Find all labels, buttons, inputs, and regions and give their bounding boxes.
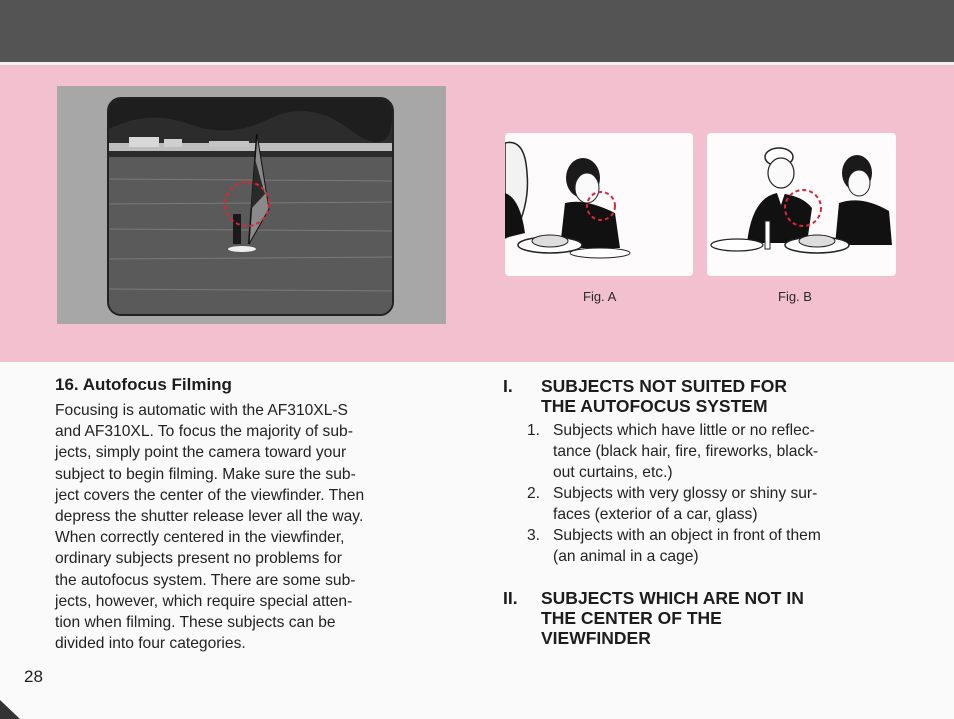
paragraph-line: subject to begin filming. Make sure the sub- bbox=[55, 465, 356, 483]
fig-b-illustration bbox=[707, 133, 896, 276]
paragraph-line: tion when filming. These subjects can be bbox=[55, 614, 336, 632]
list-item-line: faces (exterior of a car, glass) bbox=[553, 506, 758, 523]
subjects-list bbox=[527, 420, 897, 567]
heading-number: I. bbox=[503, 376, 513, 396]
list-item-line: Subjects with very glossy or shiny sur- bbox=[553, 485, 818, 502]
heading-number: II. bbox=[503, 588, 518, 608]
paragraph-line: depress the shutter release lever all the way. bbox=[55, 508, 364, 526]
paragraph-line: the autofocus system. There are some sub- bbox=[55, 571, 356, 589]
viewfinder-photo bbox=[107, 97, 394, 316]
list-item-line: tance (black hair, fire, fireworks, black- bbox=[553, 443, 819, 460]
page-number: 28 bbox=[24, 667, 43, 686]
list-item-line: (an animal in a cage) bbox=[553, 548, 699, 565]
paragraph-line: ordinary subjects present no problems for bbox=[55, 550, 342, 568]
heading-line: THE CENTER OF THE bbox=[541, 608, 722, 628]
section-paragraph bbox=[55, 400, 445, 654]
paragraph-line: jects, simply point the camera toward your bbox=[55, 444, 347, 462]
list-item-number: 2. bbox=[527, 485, 541, 502]
corner-mark bbox=[0, 700, 20, 719]
heading-text bbox=[541, 376, 881, 416]
list-item bbox=[527, 525, 897, 567]
heading-text bbox=[541, 588, 881, 648]
paragraph-line: When correctly centered in the viewfinder, bbox=[55, 529, 345, 547]
fig-b-caption: Fig. B bbox=[778, 289, 812, 304]
paragraph-line: divided into four categories. bbox=[55, 635, 246, 653]
section-title: 16. Autofocus Filming bbox=[55, 375, 232, 394]
paragraph-line: Focusing is automatic with the AF310XL-S bbox=[55, 402, 348, 419]
list-item bbox=[527, 483, 897, 525]
heading-subjects-not-suited bbox=[503, 376, 903, 420]
top-header-bar bbox=[0, 0, 954, 62]
list-item-number: 3. bbox=[527, 527, 541, 544]
list-item-line: Subjects which have little or no reflec- bbox=[553, 422, 815, 439]
paragraph-line: and AF310XL. To focus the majority of sub- bbox=[55, 423, 353, 441]
paragraph-line: jects, however, which require special atten- bbox=[55, 592, 353, 610]
fig-a-caption: Fig. A bbox=[583, 289, 617, 304]
paragraph-line: ject covers the center of the viewfinder. Then bbox=[55, 486, 365, 504]
list-item-line: Subjects with an object in front of them bbox=[553, 527, 821, 544]
list-item bbox=[527, 420, 897, 483]
heading-line: THE AUTOFOCUS SYSTEM bbox=[541, 396, 768, 416]
windsurfer-photo bbox=[109, 99, 392, 314]
list-item-line: out curtains, etc.) bbox=[553, 464, 673, 481]
heading-line: SUBJECTS WHICH ARE NOT IN bbox=[541, 588, 804, 608]
heading-subjects-not-centered bbox=[503, 588, 903, 652]
fig-a-illustration bbox=[505, 133, 693, 276]
fig-b-drawing bbox=[707, 133, 896, 276]
heading-line: SUBJECTS NOT SUITED FOR bbox=[541, 376, 787, 396]
fig-a-drawing bbox=[505, 133, 693, 276]
heading-line: VIEWFINDER bbox=[541, 628, 651, 648]
list-item-number: 1. bbox=[527, 422, 541, 439]
